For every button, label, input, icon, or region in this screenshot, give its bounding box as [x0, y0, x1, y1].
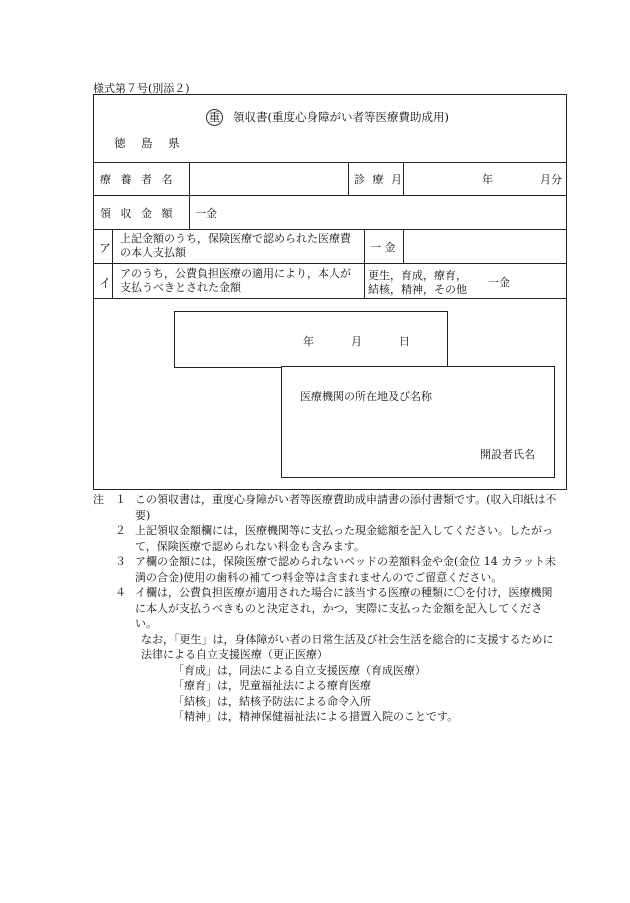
row-i-mark: イ: [99, 276, 112, 290]
note-remark: なお，「更生」は，身体障がい者の日常生活及び社会生活を総合的に支援するために法律による自立支援医療（更正医療）: [141, 632, 554, 661]
notes-label: 注: [93, 493, 104, 506]
col-divider: [364, 229, 365, 298]
row-a-text: 上記金額のうち，保険医療で認められた医療費の本人支払額: [120, 232, 351, 259]
date-year: 年: [303, 335, 314, 348]
date-box: [174, 311, 448, 368]
receipt-amount-label: 領 収 金 額: [100, 207, 176, 220]
note-remark: 「療育」は，児童福祉法による療育医療: [173, 679, 371, 692]
institution-box: [281, 366, 555, 478]
note-remark: 「結核」は，結核予防法による命令入所: [173, 694, 371, 708]
prefecture: 徳 島 県: [114, 136, 186, 150]
note-text: ア欄の金額には，保険医療で認められないベッドの差額料金や金(金位 14 カラット未満の合金)使用の歯科の補てつ料金等は含まれませんのでご留意ください。: [135, 555, 557, 584]
form-title: [206, 109, 449, 126]
form-number: 様式第７号(別添２): [93, 82, 190, 95]
note-number: １: [115, 493, 126, 506]
note-item: [93, 554, 563, 585]
note-number: ４: [115, 586, 126, 599]
patient-name-label: 療 養 者 名: [100, 173, 176, 186]
row-divider: [94, 229, 566, 230]
note-item: [93, 585, 563, 632]
severe-mark: 重: [206, 109, 223, 126]
date-month: 月: [351, 335, 362, 348]
note-item: [93, 523, 563, 554]
month-unit: 月分: [540, 173, 562, 186]
notes: [93, 492, 563, 725]
year-unit: 年: [482, 173, 493, 186]
col-divider: [112, 229, 113, 298]
row-i-text: アのうち，公費負担医療の適用により，本人が支払うべきとされた金額: [120, 267, 351, 294]
note-item: [93, 492, 563, 523]
title-text: 領収書(重度心身障がい者等医療費助成用): [233, 110, 449, 124]
note-text: この領収書は，重度心身障がい者等医療費助成申請書の添付書類です。(収入印紙は不要): [135, 493, 557, 522]
date-day: 日: [399, 335, 410, 348]
row-a-amount-prefix: 一 金: [370, 241, 396, 254]
note-remark: 「育成」は，同法による自立支援医療（育成医療）: [173, 663, 426, 677]
medical-types-line2: 結核，精神，その他: [368, 283, 467, 296]
row-divider: [94, 263, 566, 264]
note-remark: 「精神」は，精神保健福祉法による措置入院のことです。: [173, 710, 459, 723]
receipt-amount-prefix: 一金: [195, 207, 217, 220]
clinic-month-label: 診 療 月: [354, 173, 404, 186]
col-divider: [189, 162, 190, 229]
row-i-amount-prefix: 一金: [488, 276, 510, 289]
row-divider: [94, 195, 566, 196]
col-divider: [403, 229, 404, 263]
institution-address-label: 医療機関の所在地及び名称: [300, 390, 432, 403]
col-divider: [348, 162, 349, 195]
note-number: ２: [115, 524, 126, 537]
note-number: ３: [115, 555, 126, 568]
founder-name-label: 開設者氏名: [480, 448, 535, 461]
row-a-mark: ア: [99, 241, 112, 255]
medical-types-line1: 更生，育成，療育，: [368, 269, 467, 282]
row-divider: [94, 162, 566, 163]
note-text: 上記領収金額欄には，医療機関等に支払った現金総額を記入してください。したがって，保険医療で認められない料金も含みます。: [135, 524, 553, 553]
note-text: イ欄は，公費負担医療が適用された場合に該当する医療の種類に〇を付け，医療機関に本人が支払うべきものと決定され，かつ，実際に支払った金額を記入してください。: [135, 586, 553, 630]
row-divider: [94, 298, 566, 299]
